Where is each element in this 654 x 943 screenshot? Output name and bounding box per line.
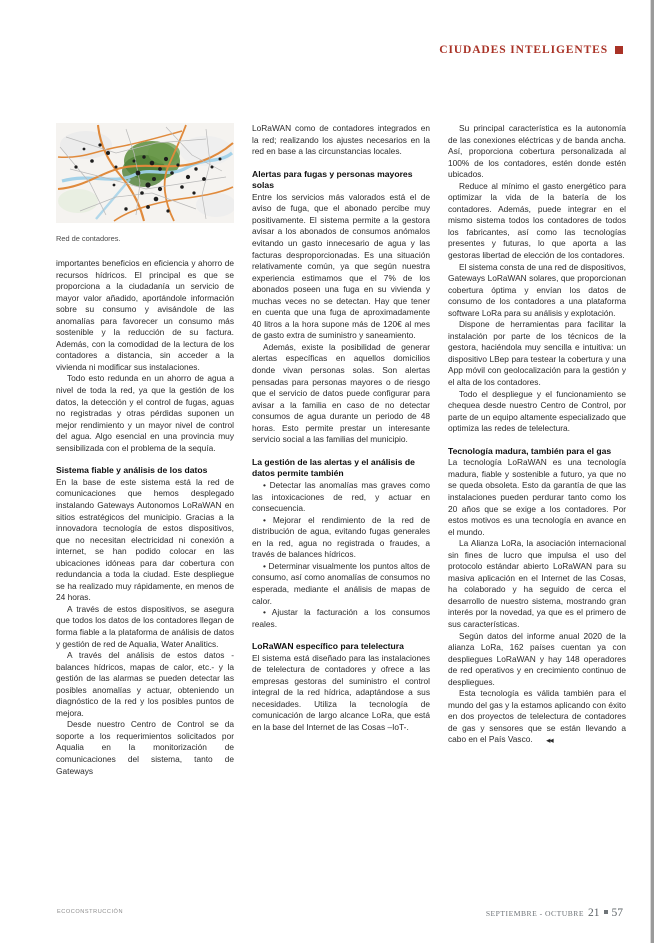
page-edge-rule-light <box>650 0 651 943</box>
paragraph: Según datos del informe anual 2020 de la alianza LoRa, 162 países cuentan ya con despliegues LoRaWAN y hay 148 operadores de red operativos y en crecimiento continuo de despliegues. <box>448 630 626 687</box>
footer-publication-name: ECOCONSTRUCCIÓN <box>57 909 124 915</box>
column-1 <box>56 123 234 893</box>
paragraph: A través del análisis de estos datos - balances hídricos, mapas de calor, etc.- y la gestión de las alarmas se pueden detectar las posibles anomalías y actuar, obteniendo un diagnóstico de la red y los posibles puntos de mejora. <box>56 650 234 718</box>
running-head <box>439 44 623 56</box>
footer-issue-label: SEPTIEMBRE - OCTUBRE <box>485 909 584 918</box>
running-head-label: CIUDADES INTELIGENTES <box>439 44 608 56</box>
spacer <box>252 446 430 457</box>
footer-year: 21 <box>588 907 600 919</box>
paragraph: A través de estos dispositivos, se asegura que todos los datos de los contadores llegan de forma fiable a la plataforma de análisis de datos y gestión de red de Aqualia, Water Analitics. <box>56 603 234 649</box>
figure <box>56 123 234 244</box>
list-item: • Ajustar la facturación a los consumos reales. <box>252 607 430 629</box>
paragraph: La tecnología LoRaWAN es una tecnología madura, fiable y sostenible a futuro, ya que no se queda obsoleta. Esto da garantía de que las instalaciones pueden perdurar tanto como los 20 años que se exige a los contadores. Por estos motivos es una tecnología en avance en el mundo. <box>448 457 626 537</box>
paragraph: En la base de este sistema está la red de comunicaciones que hemos desplegado instalando Gateways Autonomos LoRaWAN en sitios estratégicos del municipio. Gracias a la innovadora tecnología de estos dispositivos, que no necesitan electricidad ni conexión a internet, se han podido colocar en las ubicaciones idóneas para dar cobertura con redundancia a toda la ciudad. Este despliegue se ha realizado muy rápidamente, en menos de 24 horas. <box>56 476 234 603</box>
paragraph: Todo esto redunda en un ahorro de agua a nivel de toda la red, ya que la gestión de los datos, la detección y el control de fugas, aguas no registradas y otras pérdidas suponen un mejor rendimiento y un mayor nivel de control del agua. Algo esencial en una provincia muy sensibilizada con el problema de la sequía. <box>56 373 234 453</box>
article-columns <box>56 123 626 893</box>
list-item: • Determinar visualmente los puntos altos de consumo, así como anomalías de consumos no esperada, mediante el análisis de mapas de calor. <box>252 560 430 606</box>
paragraph: LoRaWAN como de contadores integrados en la red; realizando los ajustes necesarios en la red en base a las circunstancias locales. <box>252 123 430 157</box>
spacer <box>56 454 234 465</box>
end-of-article-mark-icon: ◂◂ <box>546 735 553 746</box>
section-heading: Sistema fiable y análisis de los datos <box>56 465 208 476</box>
spacer <box>252 158 430 169</box>
square-separator-icon <box>604 910 608 914</box>
paragraph <box>448 688 626 746</box>
paragraph: La Alianza LoRa, la asociación internacional sin fines de lucro que impulsa el uso del protocolo estándar abierto LoRaWAN para su masiva aplicación en el Internet de las Cosas, ha colaborado y ha seguido de cerca el desarrollo de nuestro sistema, mostrando gran interés por la novedad, ya que es el primero de sus características. <box>448 538 626 630</box>
paragraph: importantes beneficios en eficiencia y ahorro de recursos hídricos. El principal es que se proporciona a la ciudadanía un servicio de mayor valor añadido, aportándole información sobre su consumo y avisándole de las anomalías para favorecer un consumo más sostenible y la reducción de su factura. Además, con la comodidad de la lectura de los contadores a distancia, sin acceder a la vivienda ni modificar sus instalaciones. <box>56 258 234 372</box>
figure-spacer <box>56 244 234 258</box>
paragraph: Desde nuestro Centro de Control se da soporte a los requerimientos solicitados por Aqualia en la monitorización de comunicaciones del sistema, tanto de Gateways <box>56 719 234 776</box>
square-bullet-icon <box>615 46 623 54</box>
paragraph: Reduce al mínimo el gasto energético para optimizar la vida de la batería de los contadores. Además, puede integrar en el mismo sistema todos los contadores de todos los fabricantes, así como las tecnologías presentes y futuras, lo que aporta a las gestoras libertad de elección de los contadores. <box>448 180 626 261</box>
list-item: • Detectar las anomalías mas graves como las intoxicaciones de red, y actuar en consecuencia. <box>252 480 430 514</box>
list-item: • Mejorar el rendimiento de la red de distribución de agua, evitando fugas generales en la red, agua no registrada o fraudes, a través de balances hídricos. <box>252 514 430 560</box>
section-heading: La gestión de las alertas y el análisis de datos permite también <box>252 456 415 479</box>
footer-page-number: 57 <box>611 907 623 919</box>
column-2 <box>252 123 430 893</box>
section-heading: Alertas para fugas y personas mayores solas <box>252 168 413 191</box>
footer-issue-block <box>486 907 623 919</box>
paragraph: Además, existe la posibilidad de generar alertas específicas en aquellos domicilios donde vivan personas solas. Son alertas pensadas para personas mayores o de riesgo que el servicio de datos puede configurar para avisar a la familia en caso de no detectar consumos de agua durante un periodo de 48 horas. Esto permite prestar un interesante servicio social a las familias del municipio. <box>252 341 430 445</box>
figure-image <box>56 123 234 223</box>
paragraph: Entre los servicios más valorados está el de aviso de fuga, que el abonado percibe muy positivamente. El sistema permite a la gestora avisar a los abonados de consumos anómalos evitando un gasto innecesario de agua y las facturas desproporcionadas. Es una situación relativamente común, ya que según nuestra experiencia estimamos que el 7% de los abonados poseen una fuga en su vivienda y muchas veces no se detectan. Hay que tener en cuenta que una fuga de aproximadamente 40 litros a la hora supone más de 120€ al mes de gasto extra de suministro y saneamiento. <box>252 191 430 341</box>
spacer <box>448 435 626 446</box>
paragraph: El sistema consta de una red de dispositivos, Gateways LoRaWAN solares, que proporcionan cobertura óptima y envían los datos de consumo de los contadores a una plataforma software LoRa para su análisis y explotación. <box>448 261 626 318</box>
paragraph: Dispone de herramientas para facilitar la instalación por parte de los técnicos de la gestora, haciéndola muy sencilla e intuitiva: un dispositivo LBep para testear la cobertura y una App móvil con geolocalización para la gestión y el alta de los contadores. <box>448 319 626 388</box>
column-3 <box>448 123 626 893</box>
section-heading: Tecnología madura, también para el gas <box>448 445 612 456</box>
paragraph: El sistema está diseñado para las instalaciones de telelectura de contadores y ofrece a las empresas gestoras del suministro el control integral de la red hídrica, adaptándose a sus necesidades. Utiliza la tecnología de comunicación de largo alcance LoRa, que está en la base del Internet de las Cosas –IoT-. <box>252 652 430 733</box>
paragraph: Su principal característica es la autonomía de las conexiones eléctricas y de banda ancha. Así, proporciona cobertura personalizada al 100% de los contadores, estén donde estén ubicados. <box>448 123 626 180</box>
paragraph-text: Esta tecnología es válida también para el mundo del gas y la estamos aplicando con éxito en dos proyectos de telelectura de contadores de gas y sensores que se están llevando a cabo en el País Vasco. <box>448 688 626 745</box>
paragraph: Todo el despliegue y el funcionamiento se chequea desde nuestro Centro de Control, por parte de un equipo altamente especializado que optimiza las redes de telelectura. <box>448 388 626 434</box>
map-of-meter-network-icon <box>56 123 234 223</box>
figure-caption: Red de contadores. <box>56 234 121 243</box>
section-heading: LoRaWAN específico para telelectura <box>252 641 404 652</box>
spacer <box>252 630 430 641</box>
